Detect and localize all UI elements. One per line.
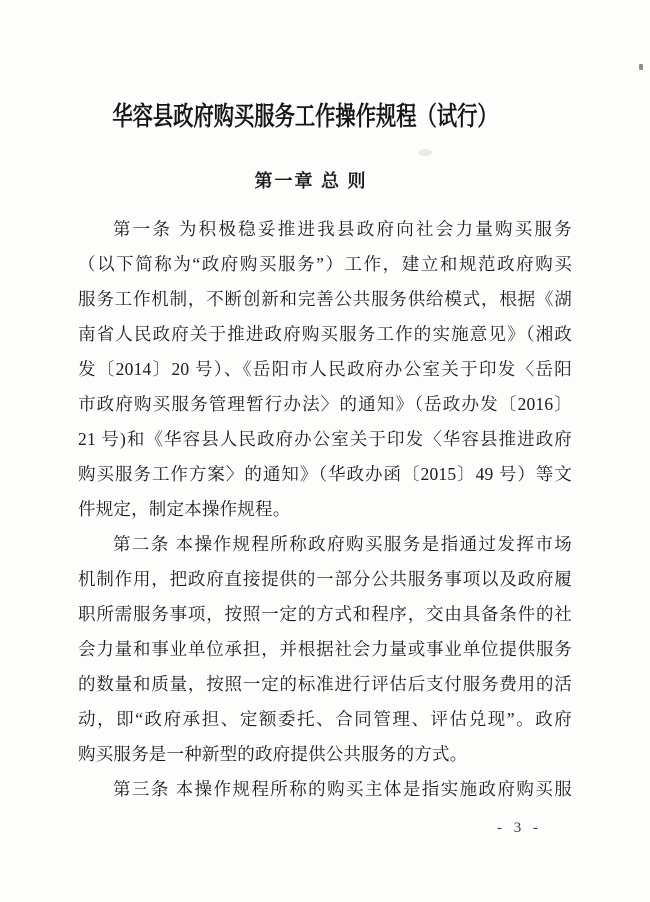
text-line: 会力量和事业单位承担，并根据社会力量或事业单位提供服务 [78, 639, 572, 659]
text-line: （以下简称为“政府购买服务”）工作，建立和规范政府购买 [78, 254, 572, 274]
text-line: 服务工作机制，不断创新和完善公共服务供给模式，根据《湖 [78, 289, 572, 309]
body-text [78, 212, 572, 807]
text-line: 的数量和质量，按照一定的标准进行评估后支付服务费用的活 [78, 674, 572, 694]
text-line: 购买服务是一种新型的政府提供公共服务的方式。 [78, 744, 468, 764]
text-line: 第二条 本操作规程所称政府购买服务是指通过发挥市场 [113, 534, 572, 554]
document-title [78, 100, 572, 134]
page-number: - 3 - [497, 820, 542, 836]
text-line: 第一条 为积极稳妥推进我县政府向社会力量购买服务 [113, 219, 572, 239]
text-line: 动，即“政府承担、定额委托、合同管理、评估兑现”。政府 [78, 709, 572, 729]
text-line: 发〔2014〕20 号）、《岳阳市人民政府办公室关于印发〈岳阳 [78, 359, 572, 379]
text-line: 市政府购买服务管理暂行办法〉的通知》（岳政办发〔2016〕 [78, 394, 572, 414]
text-line: 21 号)和《华容县人民政府办公室关于印发〈华容县推进政府 [78, 429, 572, 449]
chapter-heading: 第一章 总 则 [254, 171, 368, 191]
text-line: 第三条 本操作规程所称的购买主体是指实施政府购买服 [113, 779, 572, 799]
text-line: 职所需服务事项，按照一定的方式和程序，交由具备条件的社 [78, 604, 572, 624]
scan-artifact-speck [639, 64, 643, 70]
scan-artifact-smudge [418, 149, 432, 156]
text-line: 机制作用，把政府直接提供的一部分公共服务事项以及政府履 [78, 569, 572, 589]
text-line: 购买服务工作方案〉的通知》（华政办函〔2015〕49 号）等文 [78, 464, 572, 484]
document-title-text: 华容县政府购买服务工作操作规程（试行） [112, 102, 498, 131]
text-line: 南省人民政府关于推进政府购买服务工作的实施意见》（湘政 [78, 324, 572, 344]
text-line: 件规定，制定本操作规程。 [78, 499, 291, 519]
